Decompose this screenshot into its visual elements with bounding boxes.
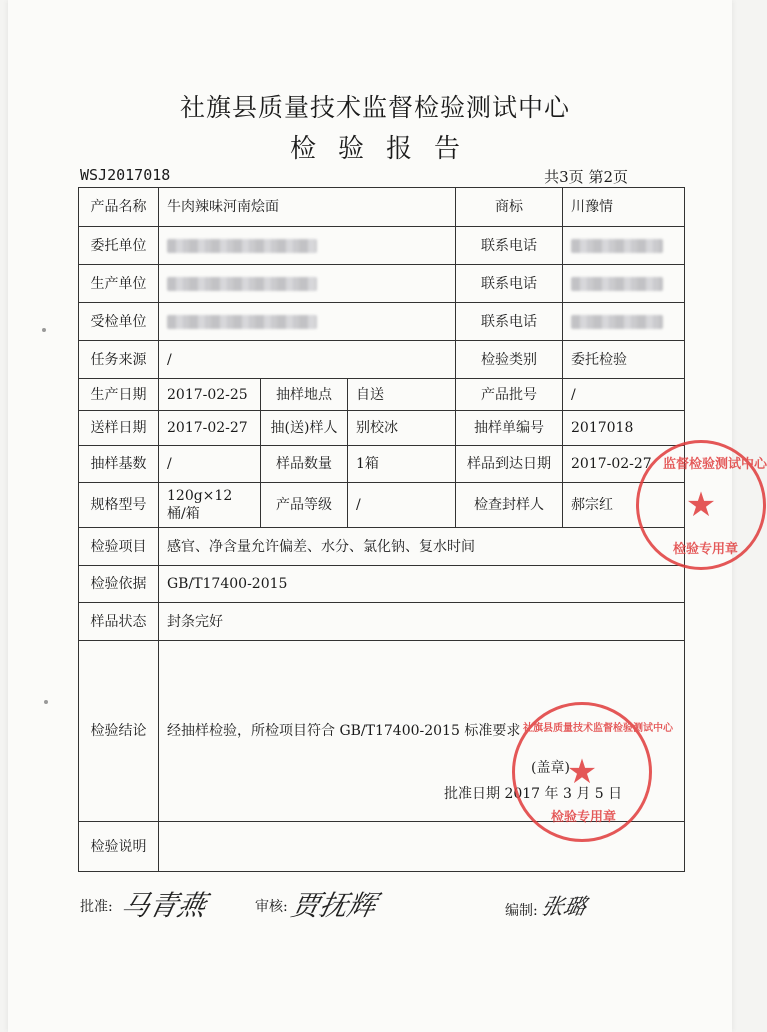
cell-label: 委托单位 bbox=[79, 227, 159, 265]
redacted-text bbox=[167, 277, 317, 291]
cell-value-redacted bbox=[563, 265, 685, 303]
cell-label: 产品名称 bbox=[79, 188, 159, 227]
redacted-text bbox=[167, 315, 317, 329]
cell-label: 联系电话 bbox=[456, 265, 563, 303]
table-row bbox=[79, 379, 685, 411]
cell-label: 联系电话 bbox=[456, 227, 563, 265]
seal-star-icon: ★ bbox=[685, 485, 717, 525]
signature-row bbox=[0, 884, 750, 934]
stamp-note: (盖章) bbox=[531, 760, 570, 776]
table-row bbox=[79, 411, 685, 446]
side-official-seal bbox=[636, 440, 766, 570]
cell-value: GB/T17400-2015 bbox=[159, 566, 685, 603]
cell-value-redacted bbox=[563, 303, 685, 341]
cell-value: / bbox=[159, 446, 261, 483]
cell-label: 检验项目 bbox=[79, 528, 159, 566]
seal-bottom-text: 检验专用章 bbox=[551, 810, 617, 825]
cell-label: 样品到达日期 bbox=[456, 446, 563, 483]
cell-value: 感官、净含量允许偏差、水分、氯化钠、复水时间 bbox=[159, 528, 685, 566]
report-title: 检验报告 bbox=[289, 134, 482, 164]
cell-label: 样品状态 bbox=[79, 603, 159, 641]
punch-hole-dot bbox=[42, 328, 46, 332]
cell-label: 生产日期 bbox=[79, 379, 159, 411]
main-official-seal bbox=[512, 702, 673, 842]
cell-value-redacted bbox=[563, 227, 685, 265]
redacted-text bbox=[571, 239, 663, 253]
cell-value: 委托检验 bbox=[563, 341, 685, 379]
cell-value: 川豫情 bbox=[563, 188, 685, 227]
punch-hole-dot bbox=[44, 700, 48, 704]
table-row bbox=[79, 188, 685, 227]
cell-label: 检查封样人 bbox=[456, 483, 563, 528]
table-row bbox=[79, 528, 685, 566]
cell-value: 封条完好 bbox=[159, 603, 685, 641]
cell-label: 抽样地点 bbox=[261, 379, 348, 411]
cell-label: 检验结论 bbox=[79, 641, 159, 822]
cell-label: 任务来源 bbox=[79, 341, 159, 379]
org-title: 社旗县质量技术监督检验测试中心 bbox=[179, 93, 570, 122]
page-indicator: 共3页 第2页 bbox=[544, 168, 628, 186]
cell-label: 受检单位 bbox=[79, 303, 159, 341]
cell-label: 抽(送)样人 bbox=[261, 411, 348, 446]
cell-label: 抽样单编号 bbox=[456, 411, 563, 446]
cell-label: 规格型号 bbox=[79, 483, 159, 528]
cell-value: 1箱 bbox=[348, 446, 456, 483]
table-row bbox=[79, 483, 685, 528]
cell-label: 送样日期 bbox=[79, 411, 159, 446]
cell-label: 抽样基数 bbox=[79, 446, 159, 483]
table-row bbox=[79, 227, 685, 265]
cell-value-redacted bbox=[159, 303, 456, 341]
cell-value: / bbox=[348, 483, 456, 528]
cell-value: 2017-02-27 bbox=[159, 411, 261, 446]
cell-label: 样品数量 bbox=[261, 446, 348, 483]
cell-value: 牛肉辣味河南烩面 bbox=[159, 188, 456, 227]
redacted-text bbox=[571, 277, 663, 291]
approver-signature: 马青燕 bbox=[118, 889, 210, 922]
report-number: WSJ2017018 bbox=[80, 166, 171, 184]
redacted-text bbox=[167, 239, 317, 253]
cell-value: 自送 bbox=[348, 379, 456, 411]
cell-label: 检验依据 bbox=[79, 566, 159, 603]
cell-label: 联系电话 bbox=[456, 303, 563, 341]
reviewer-signature: 贾抚辉 bbox=[288, 889, 380, 922]
seal-star-icon: ★ bbox=[566, 752, 598, 792]
table-row bbox=[79, 603, 685, 641]
redacted-text bbox=[571, 315, 663, 329]
approver-label: 批准: bbox=[80, 899, 113, 915]
cell-value: 别校冰 bbox=[348, 411, 456, 446]
cell-label: 产品批号 bbox=[456, 379, 563, 411]
seal-bottom-text: 检验专用章 bbox=[673, 542, 739, 557]
seal-arc-text: 监督检验测试中心 bbox=[663, 457, 767, 472]
approval-date: 批准日期 2017 年 3 月 5 日 bbox=[444, 786, 623, 802]
cell-value: 郝宗红 bbox=[563, 483, 685, 528]
cell-value-redacted bbox=[159, 227, 456, 265]
cell-label: 产品等级 bbox=[261, 483, 348, 528]
cell-value: 2017018 bbox=[563, 411, 685, 446]
table-row bbox=[79, 341, 685, 379]
cell-value: / bbox=[563, 379, 685, 411]
cell-label: 检验类别 bbox=[456, 341, 563, 379]
table-row bbox=[79, 265, 685, 303]
cell-value: 2017-02-25 bbox=[159, 379, 261, 411]
cell-label: 检验说明 bbox=[79, 822, 159, 872]
cell-value: 120g×12 桶/箱 bbox=[159, 483, 261, 528]
conclusion-text: 经抽样检验，所检项目符合 GB/T17400-2015 标准要求 bbox=[167, 723, 521, 739]
seal-arc-text: 社旗县质量技术监督检验测试中心 bbox=[523, 723, 673, 734]
cell-value-redacted bbox=[159, 265, 456, 303]
table-row bbox=[79, 446, 685, 483]
editor-signature: 张璐 bbox=[538, 895, 589, 920]
table-row bbox=[79, 303, 685, 341]
cell-value: 2017-02-27 bbox=[563, 446, 685, 483]
editor-label: 编制: bbox=[505, 903, 538, 919]
cell-value: / bbox=[159, 341, 456, 379]
table-row bbox=[79, 566, 685, 603]
reviewer-label: 审核: bbox=[255, 899, 288, 915]
cell-label: 生产单位 bbox=[79, 265, 159, 303]
cell-label: 商标 bbox=[456, 188, 563, 227]
